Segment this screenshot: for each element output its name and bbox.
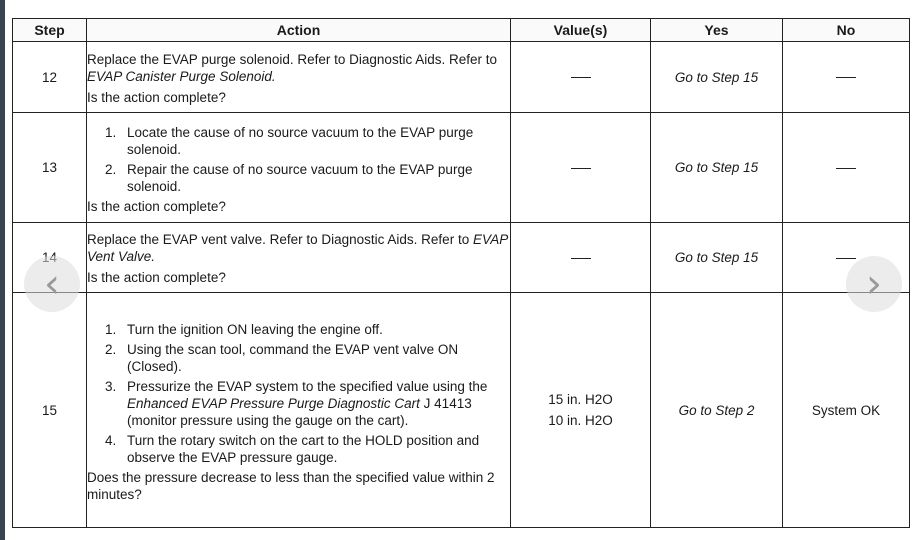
values-cell — [511, 293, 651, 528]
action-step-item — [87, 321, 510, 338]
step-number: 13 — [13, 113, 87, 223]
step-item-text: Using the scan tool, command the EVAP vent valve ON (Closed). — [127, 342, 459, 374]
action-text — [87, 231, 510, 265]
table-row-step-15 — [13, 293, 910, 528]
action-question: Is the action complete? — [87, 89, 226, 105]
dash-mark — [571, 168, 591, 169]
values-cell — [511, 113, 651, 223]
action-step-item — [87, 161, 510, 195]
no-cell — [783, 113, 910, 223]
values-cell — [511, 42, 651, 113]
action-question: Is the action complete? — [87, 270, 226, 285]
no-cell — [783, 42, 910, 113]
step-item-number: 1. — [105, 322, 117, 337]
reference-link: EVAP Canister Purge Solenoid. — [87, 68, 276, 84]
action-steps — [87, 321, 510, 466]
action-step-item — [87, 432, 510, 466]
no-cell: System OK — [783, 293, 910, 528]
action-line: Replace the EVAP vent valve. Refer to Diagnostic Aids. Refer to — [87, 232, 473, 247]
step-item-number: 2. — [105, 342, 117, 357]
step-item-text: J 41413 (monitor pressure using the gauge on the cart). — [127, 396, 472, 428]
dash-mark — [571, 77, 591, 78]
step-item-number: 2. — [105, 162, 117, 177]
action-question: Does the pressure decrease to less than the specified value within 2 minutes? — [87, 470, 495, 502]
reference-link: EVAP Vent Valve. — [87, 232, 508, 264]
action-question: Is the action complete? — [87, 199, 226, 214]
yes-cell: Go to Step 15 — [651, 223, 783, 293]
step-number: 15 — [13, 293, 87, 528]
action-step-item — [87, 378, 510, 429]
action-steps — [87, 124, 510, 195]
step-item-text: Turn the ignition ON leaving the engine off. — [127, 322, 383, 337]
value-specified: 10 in. H2O — [548, 413, 613, 428]
action-cell — [87, 42, 511, 113]
table-row-step-13 — [13, 113, 910, 223]
action-cell — [87, 223, 511, 293]
step-number: 12 — [13, 42, 87, 113]
step-item-text: Locate the cause of no source vacuum to the EVAP purge solenoid. — [127, 125, 474, 157]
header-step: Step — [13, 19, 87, 42]
diagnostic-table — [12, 18, 910, 528]
step-item-text: Pressurize the EVAP system to the specified value using the — [127, 379, 488, 394]
left-edge-bar — [0, 0, 5, 540]
values-cell — [511, 223, 651, 293]
action-step-item — [87, 341, 510, 375]
header-yes: Yes — [651, 19, 783, 42]
header-no: No — [783, 19, 910, 42]
step-item-number: 1. — [105, 125, 117, 140]
action-text — [87, 51, 510, 85]
dash-mark — [571, 258, 591, 259]
step-item-text: Turn the rotary switch on the cart to the HOLD position and observe the EVAP pressure gauge. — [127, 433, 480, 465]
yes-cell: Go to Step 15 — [651, 42, 783, 113]
dash-mark — [836, 168, 856, 169]
value-specified: 15 in. H2O — [548, 392, 613, 407]
action-line: Replace the EVAP purge solenoid. Refer to Diagnostic Aids. Refer to — [87, 51, 497, 67]
yes-cell: Go to Step 2 — [651, 293, 783, 528]
action-cell — [87, 113, 511, 223]
header-values: Value(s) — [511, 19, 651, 42]
action-cell — [87, 293, 511, 528]
table-row-step-12 — [13, 42, 910, 113]
step-item-number: 3. — [105, 379, 117, 394]
header-action: Action — [87, 19, 511, 42]
header-row — [13, 19, 910, 42]
dash-mark — [836, 77, 856, 78]
step-item-number: 4. — [105, 433, 117, 448]
action-step-item — [87, 124, 510, 158]
next-page-button[interactable]: › — [846, 256, 902, 312]
dash-mark — [836, 258, 856, 259]
step-item-text: Repair the cause of no source vacuum to the EVAP purge solenoid. — [127, 162, 473, 194]
previous-page-button[interactable]: ‹ — [24, 256, 80, 312]
reference-link: Enhanced EVAP Pressure Purge Diagnostic Cart — [127, 396, 420, 411]
yes-cell: Go to Step 15 — [651, 113, 783, 223]
table-row-step-14 — [13, 223, 910, 293]
